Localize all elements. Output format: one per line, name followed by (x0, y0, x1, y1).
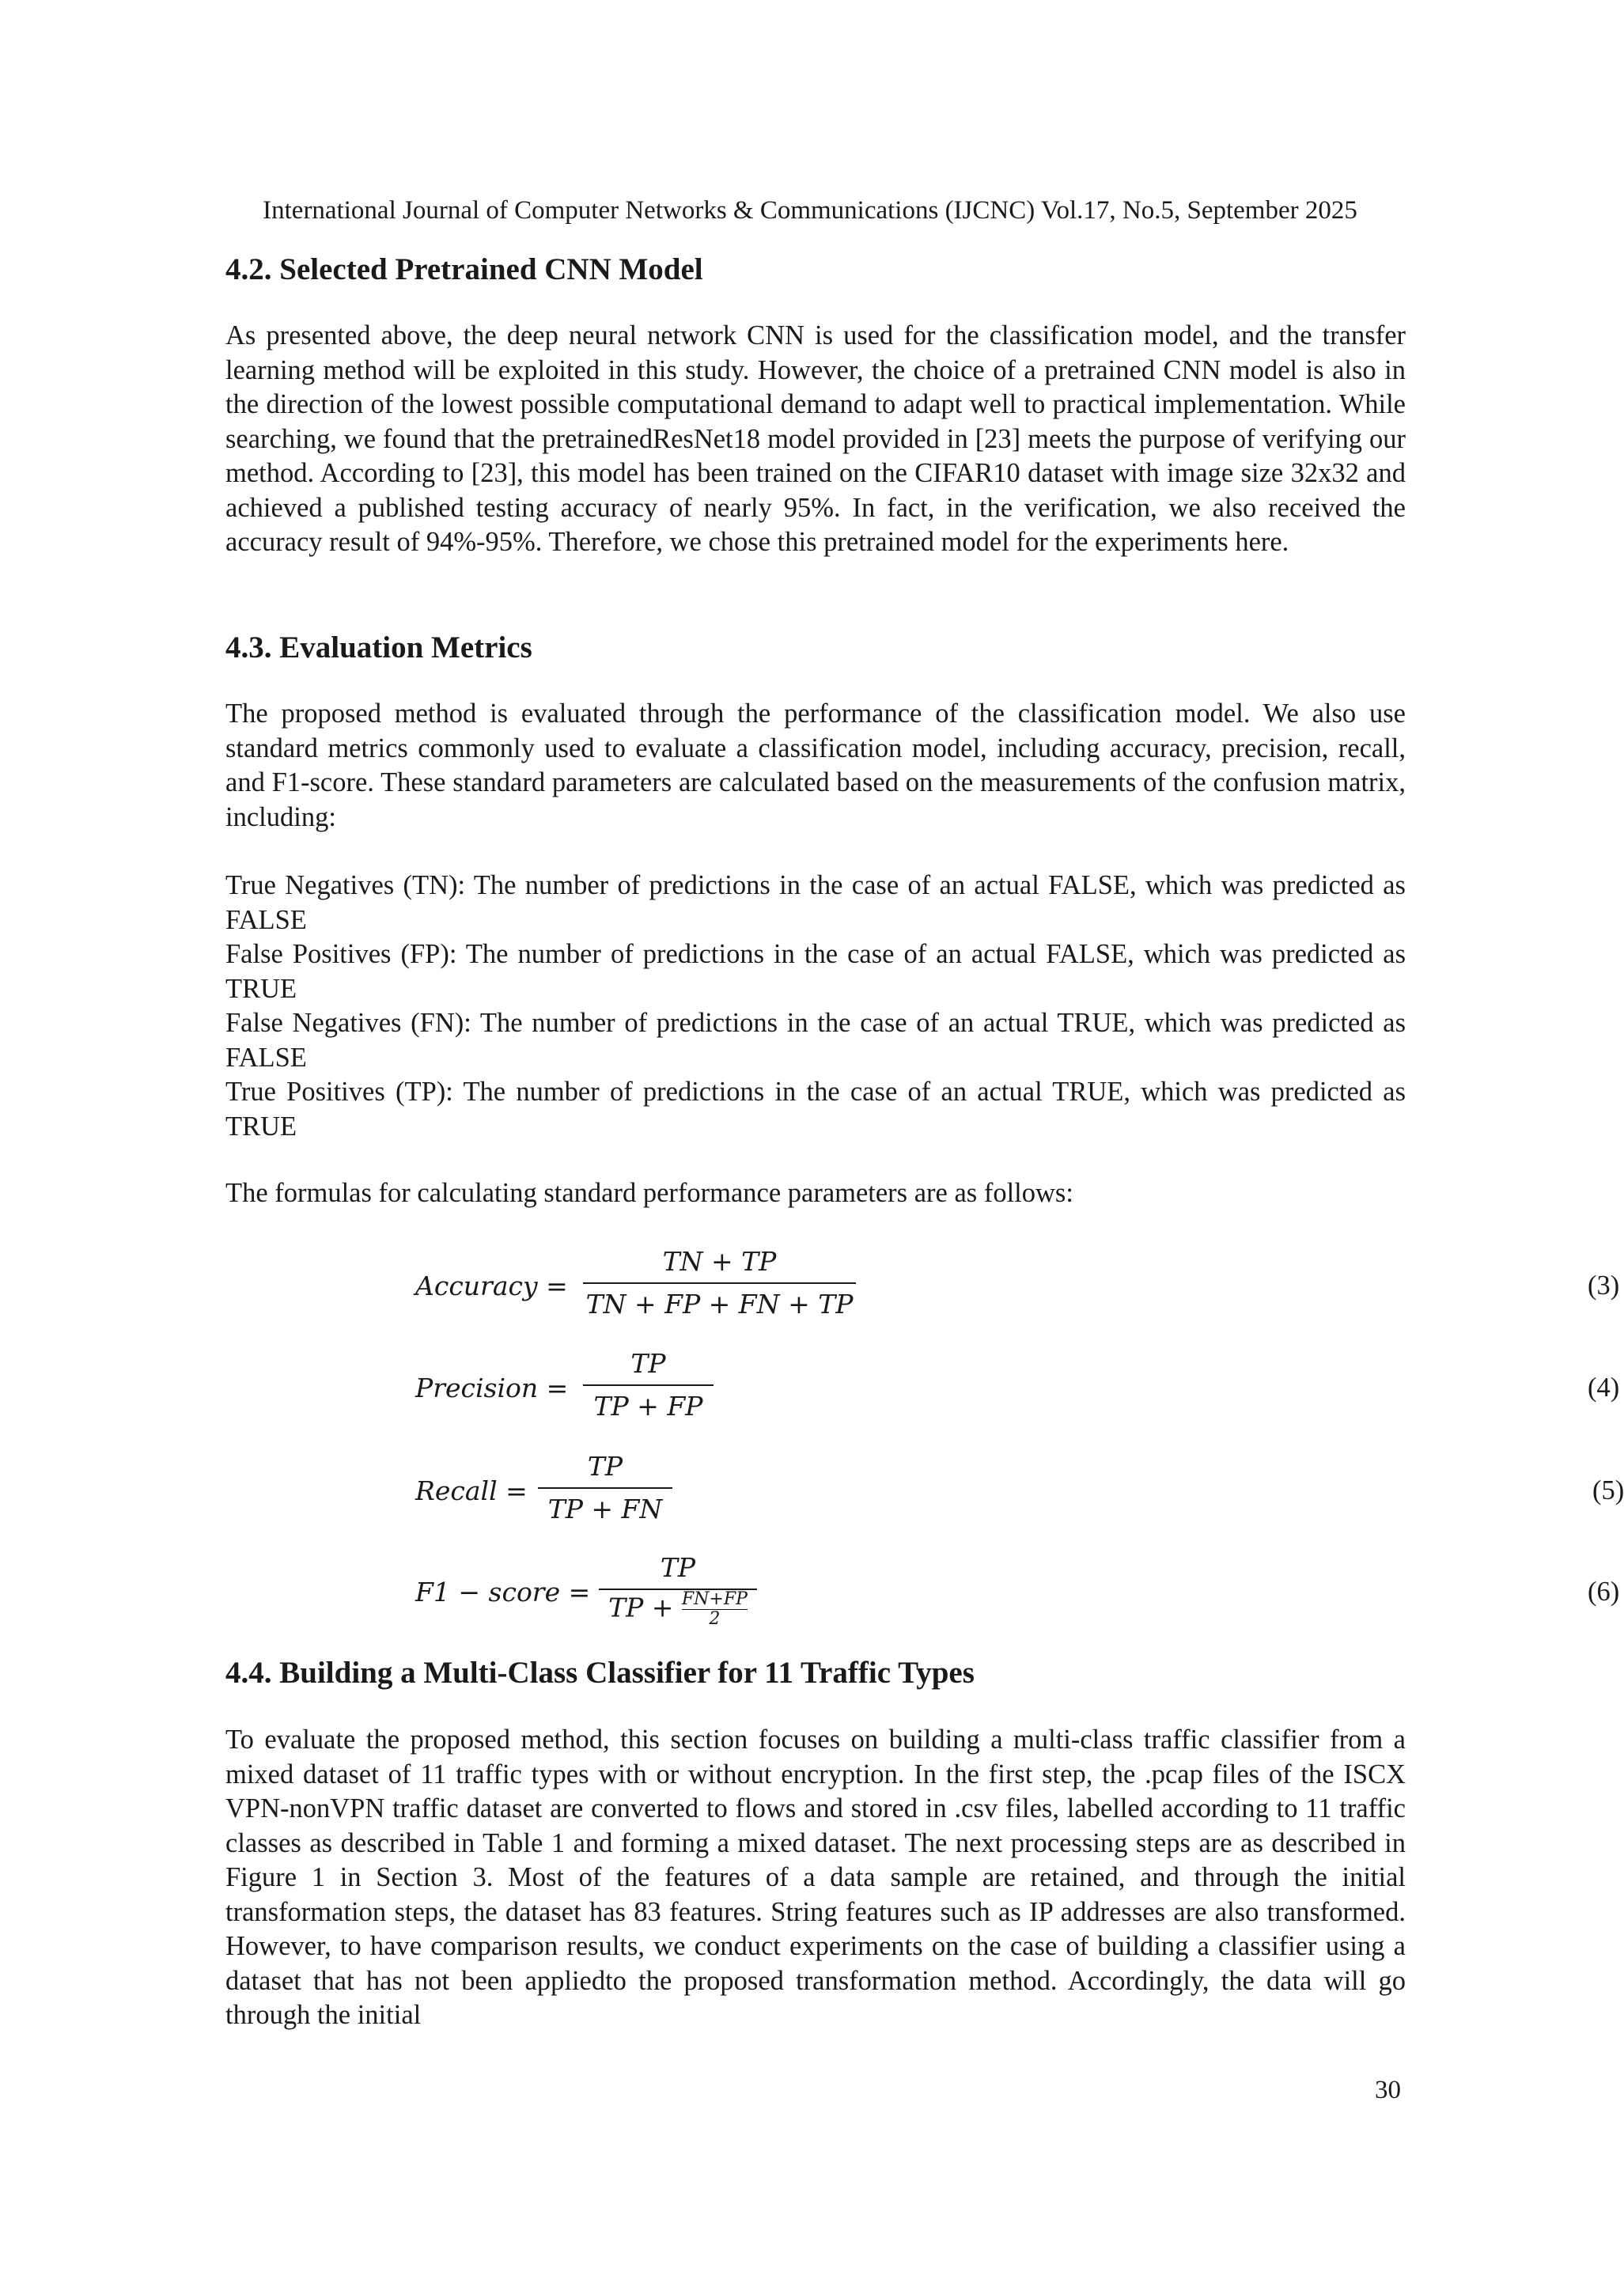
fraction-bar (583, 1384, 714, 1386)
denominator: TP + FP (593, 1391, 703, 1422)
equation-lhs: F1 − score = (415, 1577, 591, 1607)
inner-numerator: FN+FP (681, 1589, 748, 1609)
equation-accuracy (415, 1246, 1620, 1333)
equation-precision (415, 1348, 1620, 1435)
equation-lhs: Precision = (415, 1373, 569, 1403)
definition-fn: False Negatives (FN): The number of predictions in the case of an actual TRUE, which was predicted as FALSE (225, 1008, 1406, 1073)
fraction (538, 1451, 672, 1525)
heading-4-4: 4.4. Building a Multi-Class Classifier for 11 Traffic Types (225, 1656, 975, 1690)
paragraph-4-3: The proposed method is evaluated through the performance of the classification model. We also use standard metrics commonly used to evaluate a classification model, including accuracy, precision, recall, and F1-score. These standard parameters are calculated based on the measurements of the confusion matrix, including: (225, 699, 1406, 832)
heading-4-2: 4.2. Selected Pretrained CNN Model (225, 252, 703, 286)
denominator: TP + FN (547, 1494, 663, 1524)
paragraph-4-2: As presented above, the deep neural network CNN is used for the classification model, and the transfer learning method will be exploited in this study. However, the choice of a pretrained CNN model is also in the direction of the lowest possible computational demand to adapt well to practical implementation. While searching, we found that the pretrainedResNet18 model provided in [23] meets the purpose of verifying our method. According to [23], this model has been trained on the CIFAR10 dataset with image size 32x32 and achieved a published testing accuracy of nearly 95%. In fact, in the verification, we also received the accuracy result of 94%-95%. Therefore, we chose this pretrained model for the experiments here. (225, 320, 1406, 557)
paragraph-4-4: To evaluate the proposed method, this section focuses on building a multi-class traffic classifier from a mixed dataset of 11 traffic types with or without encryption. In the first step, the .pcap files of the ISCX VPN-nonVPN traffic dataset are converted to flows and stored in .csv files, labelled according to 11 traffic classes as described in Table 1 and forming a mixed dataset. The next processing steps are as described in Figure 1 in Section 3. Most of the features of a data sample are retained, and through the initial transformation steps, the dataset has 83 features. String features such as IP addresses are also transformed. However, to have comparison results, we conduct experiments on the case of building a classifier using a dataset that has not been appliedto the proposed transformation method. Accordingly, the data will go through the initial (225, 1725, 1406, 2030)
equation-number: (5) (1592, 1475, 1624, 1505)
numerator: TN + TP (662, 1246, 777, 1277)
equation-number: (6) (1588, 1577, 1620, 1607)
equation-number: (4) (1588, 1373, 1620, 1403)
journal-header: International Journal of Computer Networks & Communications (IJCNC) Vol.17, No.5, September 2025 (263, 196, 1357, 225)
equation-lhs: Accuracy = (415, 1270, 568, 1301)
inner-fraction (682, 1590, 748, 1629)
denominator-prefix: TP + (608, 1592, 674, 1623)
equation-number: (3) (1588, 1270, 1620, 1301)
denominator: TN + FP + FN + TP (585, 1289, 854, 1320)
heading-4-3: 4.3. Evaluation Metrics (225, 630, 532, 665)
numerator: TP (587, 1451, 623, 1482)
page-number: 30 (1375, 2076, 1401, 2104)
definition-fp: False Positives (FP): The number of predictions in the case of an actual FALSE, which was predicted as TRUE (225, 939, 1406, 1004)
denominator (599, 1589, 757, 1629)
definition-tn: True Negatives (TN): The number of predictions in the case of an actual FALSE, which was predicted as FALSE (225, 870, 1406, 935)
inner-denominator: 2 (709, 1609, 721, 1629)
fraction (583, 1246, 856, 1320)
numerator: TP (660, 1552, 696, 1583)
equation-lhs: Recall = (415, 1475, 528, 1506)
fraction-bar (583, 1282, 856, 1284)
equation-recall (415, 1451, 1624, 1538)
definition-tp: True Positives (TP): The number of predictions in the case of an actual TRUE, which was predicted as TRUE (225, 1077, 1406, 1142)
fraction-bar (538, 1487, 672, 1489)
fraction (599, 1552, 757, 1629)
confusion-matrix-definitions (225, 869, 1406, 1144)
fraction (583, 1348, 714, 1422)
numerator: TP (630, 1348, 666, 1379)
formula-intro: The formulas for calculating standard performance parameters are as follows: (225, 1178, 1073, 1208)
equation-f1-score (415, 1552, 1620, 1639)
